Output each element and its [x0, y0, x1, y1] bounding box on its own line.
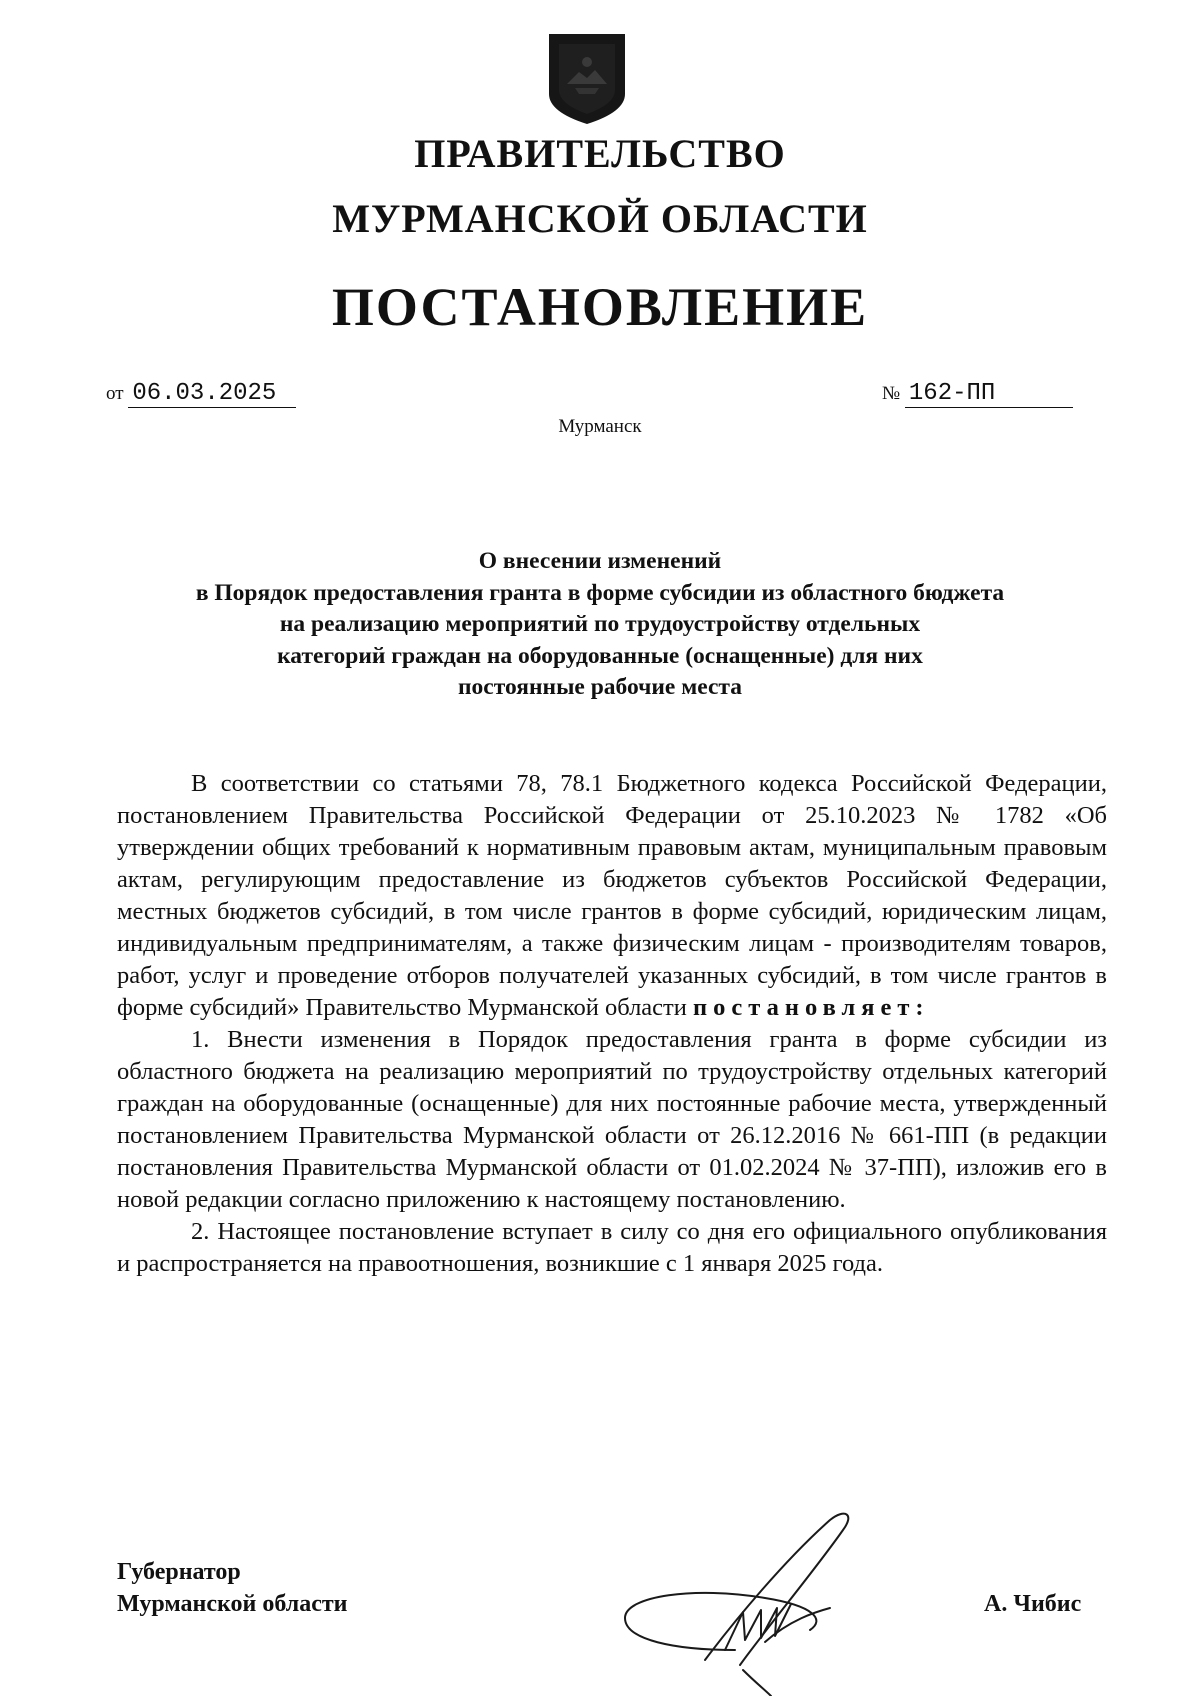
document-type: ПОСТАНОВЛЕНИЕ: [331, 277, 869, 337]
signatory-role: [117, 1556, 347, 1620]
signatory-role-line-2: Мурманской области: [117, 1591, 348, 1617]
title-line: в Порядок предоставления гранта в форме субсидии из областного бюджета: [195, 579, 1005, 606]
title-line: на реализацию мероприятий по трудоустройству отдельных: [279, 611, 921, 637]
signatory-name: А. Чибис: [984, 1591, 1082, 1617]
title-line: постоянные рабочие места: [458, 674, 742, 700]
item-2-paragraph: 2. Настоящее постановление вступает в силу со дня его официального опубликования и распространяется на правоотношения, возникшие с 1 января 2025 года.: [117, 1218, 1107, 1277]
title-line: О внесении изменений: [478, 548, 722, 574]
coat-of-arms-icon: [547, 32, 627, 126]
number-value: 162-ПП: [905, 382, 1073, 408]
decree-word: постановляет:: [693, 994, 930, 1021]
document-number: [882, 382, 1073, 408]
city: Мурманск: [558, 416, 642, 437]
item-1-paragraph: 1. Внести изменения в Порядок предоставления гранта в форме субсидии из областного бюджета на реализацию мероприятий по трудоустройству отдельных категорий граждан на оборудованные (оснащенные) для них постоянные рабочие места, утвержденный постановлением Правительства Мурманской области от 26.12.2016 № 661-ПП (в редакции постановления Правительства Мурманской области от 01.02.2024 № 37-ПП), изложив его в новой редакции согласно приложению к настоящему постановлению.: [117, 1026, 1107, 1213]
handwritten-signature-icon: [615, 1500, 895, 1696]
document-body: [117, 768, 1107, 1280]
date-prefix: от: [106, 383, 124, 404]
organization-name-line-2: МУРМАНСКОЙ ОБЛАСТИ: [332, 196, 868, 241]
title-line: категорий граждан на оборудованные (оснащенные) для них: [277, 642, 923, 669]
preamble-text: В соответствии со статьями 78, 78.1 Бюджетного кодекса Российской Федерации, постановлением Правительства Российской Федерации от 25.10.2023 № 1782 «Об утверждении общих требований к нормативным правовым актам, муниципальным правовым актам, регулирующим предоставление из бюджетов субъектов Российской Федерации, местных бюджетов субсидий, в том числе грантов в форме субсидий, юридическим лицам, индивидуальным предпринимателям, а также физическим лицам - производителям товаров, работ, услуг и проведение отборов получателей указанных субсидий, в том числе грантов в форме субсидий» Правительство Мурманской области: [117, 770, 1107, 1021]
organization-name-line-1: ПРАВИТЕЛЬСТВО: [414, 131, 786, 176]
signatory-role-line-1: Губернатор: [117, 1559, 241, 1585]
number-prefix: №: [882, 383, 901, 404]
document-date: [106, 382, 296, 408]
date-value: 06.03.2025: [128, 382, 296, 408]
preamble-paragraph: [117, 768, 1107, 1024]
document-title: [100, 546, 1100, 704]
